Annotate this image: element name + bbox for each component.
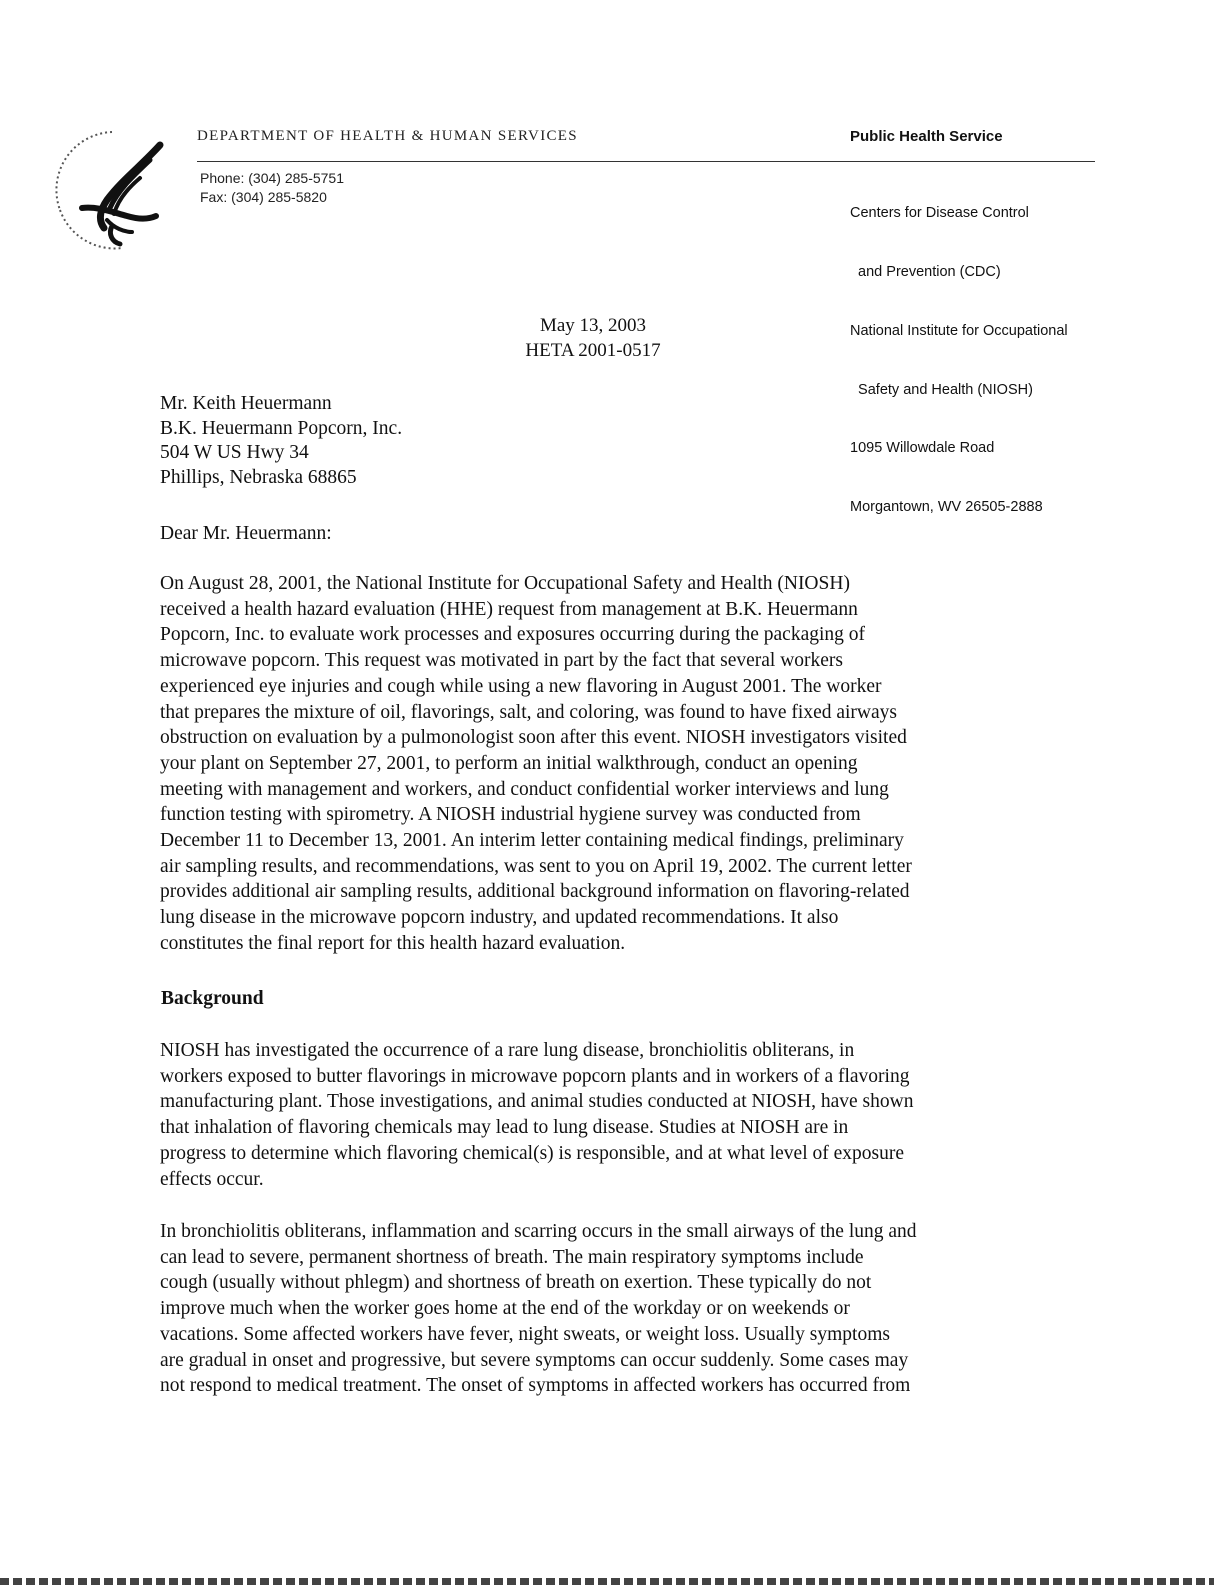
paragraph-line: vacations. Some affected workers have fever, night sweats, or weight loss. Usually symptoms <box>160 1323 890 1345</box>
paragraph-line: On August 28, 2001, the National Institute for Occupational Safety and Health (NIOSH) <box>160 573 850 594</box>
hhs-logo <box>52 120 172 255</box>
agency-line: Morgantown, WV 26505-2888 <box>850 499 1043 516</box>
paragraph-line: manufacturing plant. Those investigations, and animal studies conducted at NIOSH, have shown <box>160 1091 914 1113</box>
phone-number: Phone: (304) 285-5751 <box>200 170 344 186</box>
paragraph-line: are gradual in onset and progressive, but severe symptoms can occur suddenly. Some cases may <box>160 1349 909 1371</box>
paragraph-line: improve much when the worker goes home at the end of the workday or on weekends or <box>160 1298 850 1320</box>
paragraph-line: microwave popcorn. This request was motivated in part by the fact that several workers <box>160 650 844 672</box>
recipient-address <box>160 392 402 490</box>
paragraph-line: air sampling results, and recommendations, was sent to you on April 19, 2002. The current letter <box>160 855 912 877</box>
bronchiolitis-paragraph <box>160 1219 1040 1399</box>
paragraph-line: constitutes the final report for this health hazard evaluation. <box>160 932 626 954</box>
recipient-line: 504 W US Hwy 34 <box>160 442 309 463</box>
hhs-eagle-icon <box>52 120 172 255</box>
background-heading: Background <box>161 988 264 1009</box>
paragraph-line: not respond to medical treatment. The onset of symptoms in affected workers has occurred from <box>160 1375 911 1397</box>
recipient-line: B.K. Heuermann Popcorn, Inc. <box>160 417 403 439</box>
department-name: DEPARTMENT OF HEALTH & HUMAN SERVICES <box>197 128 578 144</box>
paragraph-line: cough (usually without phlegm) and shortness of breath on exertion. These typically do not <box>160 1272 872 1294</box>
contact-numbers <box>200 169 344 207</box>
agency-line: 1095 Willowdale Road <box>850 440 995 457</box>
agency-line: Centers for Disease Control <box>850 205 1029 222</box>
paragraph-line: NIOSH has investigated the occurrence of a rare lung disease, bronchiolitis obliterans, in <box>160 1040 855 1061</box>
paragraph-line: that inhalation of flavoring chemicals may lead to lung disease. Studies at NIOSH are in <box>160 1117 849 1139</box>
agency-line: National Institute for Occupational <box>850 322 1068 339</box>
paragraph-line: Popcorn, Inc. to evaluate work processes and exposures occurring during the packaging of <box>160 624 866 646</box>
paragraph-line: obstruction on evaluation by a pulmonologist soon after this event. NIOSH investigators visited <box>160 727 907 749</box>
paragraph-line: experienced eye injuries and cough while using a new flavoring in August 2001. The worker <box>160 675 882 697</box>
paragraph-line: meeting with management and workers, and conduct confidential worker interviews and lung <box>160 778 889 800</box>
paragraph-line: provides additional air sampling results, additional background information on flavoring-related <box>160 881 910 903</box>
paragraph-line: function testing with spirometry. A NIOSH industrial hygiene survey was conducted from <box>160 804 861 826</box>
fax-number: Fax: (304) 285-5820 <box>200 189 327 205</box>
header-divider <box>197 161 1095 162</box>
recipient-line: Mr. Keith Heuermann <box>160 393 332 414</box>
paragraph-line: progress to determine which flavoring chemical(s) is responsible, and at what level of exposure <box>160 1142 905 1164</box>
paragraph-line: can lead to severe, permanent shortness of breath. The main respiratory symptoms include <box>160 1246 864 1268</box>
public-health-service-label: Public Health Service <box>850 128 1003 145</box>
background-paragraph <box>160 1038 1040 1192</box>
paragraph-line: effects occur. <box>160 1168 264 1190</box>
paragraph-line: In bronchiolitis obliterans, inflammation and scarring occurs in the small airways of the lung and <box>160 1221 917 1242</box>
paragraph-line: December 11 to December 13, 2001. An interim letter containing medical findings, preliminary <box>160 830 904 852</box>
agency-line: Safety and Health (NIOSH) <box>850 381 1033 398</box>
heta-reference: HETA 2001-0517 <box>525 340 661 361</box>
intro-paragraph <box>160 571 1040 957</box>
recipient-line: Phillips, Nebraska 68865 <box>160 466 357 488</box>
paragraph-line: received a health hazard evaluation (HHE) request from management at B.K. Heuermann <box>160 598 858 620</box>
letter-date: May 13, 2003 <box>539 315 647 336</box>
paragraph-line: that prepares the mixture of oil, flavorings, salt, and coloring, was found to have fixed airways <box>160 701 898 723</box>
paragraph-line: lung disease in the microwave popcorn industry, and updated recommendations. It also <box>160 907 839 929</box>
scan-bottom-edge <box>0 1578 1214 1585</box>
paragraph-line: your plant on September 27, 2001, to perform an initial walkthrough, conduct an opening <box>160 752 858 774</box>
date-reference-block <box>0 313 1186 363</box>
agency-line: and Prevention (CDC) <box>850 263 1001 280</box>
salutation: Dear Mr. Heuermann: <box>160 523 332 544</box>
paragraph-line: workers exposed to butter flavorings in microwave popcorn plants and in workers of a flavoring <box>160 1065 910 1087</box>
